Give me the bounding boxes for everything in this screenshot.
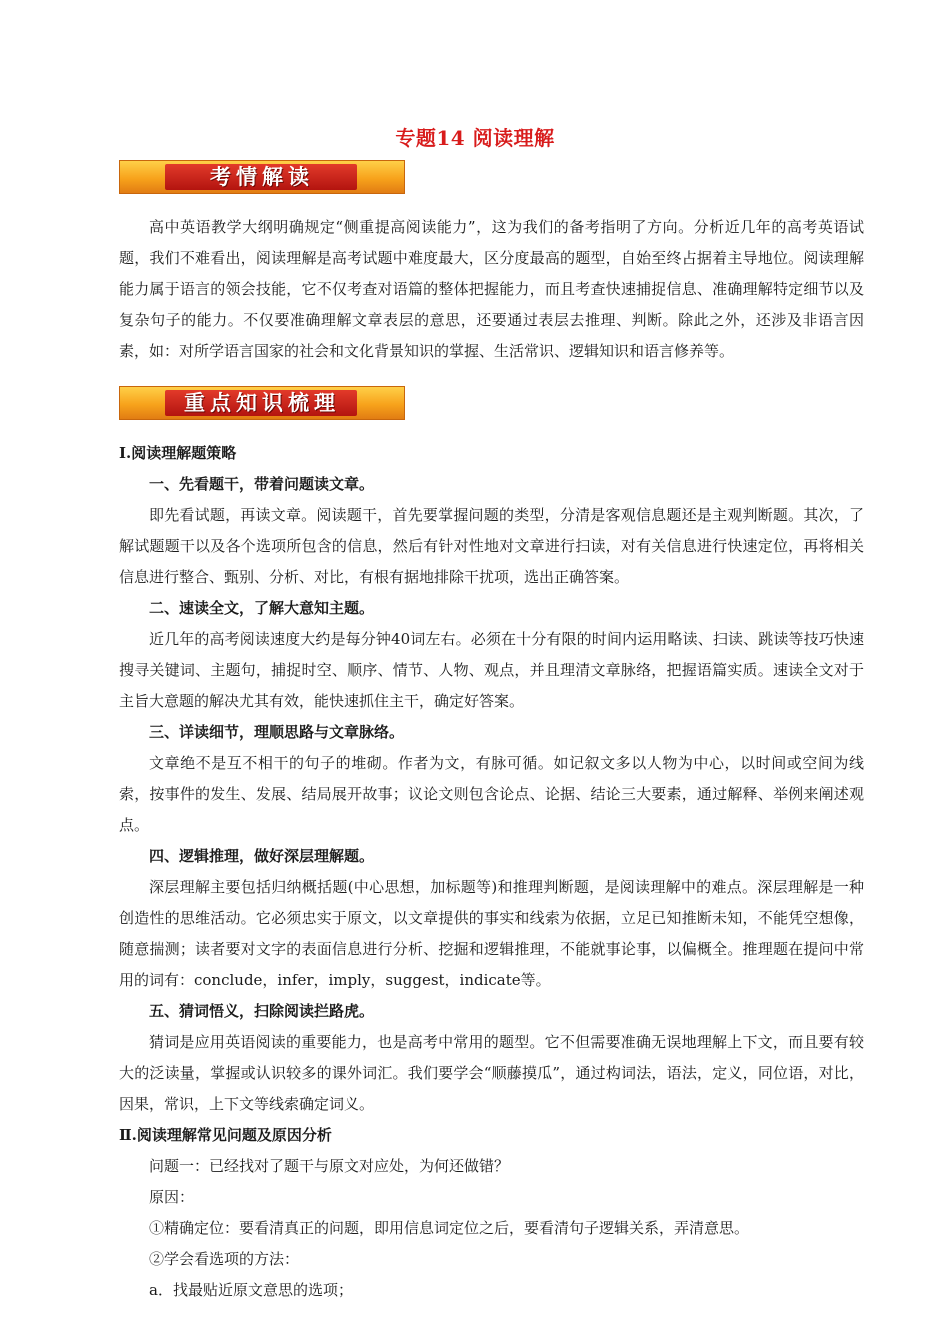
section-heading: Ⅰ.阅读理解题策略	[119, 444, 237, 462]
reason-item: ②学会看选项的方法：	[149, 1250, 300, 1268]
section-banner-key-knowledge	[119, 386, 405, 420]
section-heading: Ⅱ.阅读理解常见问题及原因分析	[119, 1126, 332, 1144]
banner-label: 重点知识梳理	[184, 391, 340, 415]
reason-item: ①精确定位：要看清真正的问题，即用信息词定位之后，要看清句子逻辑关系，弄清意思。	[149, 1219, 750, 1237]
section-banner-exam-analysis	[119, 160, 405, 194]
strategy-body: 即先看试题，再读文章。阅读题干，首先要掌握问题的类型，分清是客观信息题还是主观判断题。其次，了解试题题干以及各个选项所包含的信息，然后有针对性地对文章进行扫读，对有关信息进行快速定位，再将相关信息进行整合、甄别、分析、对比，有根有据地排除干扰项，选出正确答案。	[119, 506, 864, 586]
reason-subitem: a．找最贴近原文意思的选项；	[149, 1281, 353, 1299]
strategy-heading: 二、速读全文，了解大意知主题。	[149, 599, 375, 617]
banner-label: 考情解读	[210, 165, 314, 189]
strategy-body: 文章绝不是互不相干的句子的堆砌。作者为文，有脉可循。如记叙文多以人物为中心，以时间或空间为线索，按事件的发生、发展、结局展开故事；议论文则包含论点、论据、结论三大要素，通过解释、举例来阐述观点。	[119, 754, 864, 834]
strategy-body: 近几年的高考阅读速度大约是每分钟40词左右。必须在十分有限的时间内运用略读、扫读、跳读等技巧快速搜寻关键词、主题句，捕捉时空、顺序、情节、人物、观点，并且理清文章脉络，把握语篇实质。速读全文对于主旨大意题的解决尤其有效，能快速抓住主干，确定好答案。	[119, 630, 864, 710]
intro-paragraph: 高中英语教学大纲明确规定“侧重提高阅读能力”，这为我们的备考指明了方向。分析近几年的高考英语试题，我们不难看出，阅读理解是高考试题中难度最大，区分度最高的题型，自始至终占据着主导地位。阅读理解能力属于语言的领会技能，它不仅考查对语篇的整体把握能力，而且考查快速捕捉信息、准确理解特定细节以及复杂句子的能力。不仅要准确理解文章表层的意思，还要通过表层去推理、判断。除此之外，还涉及非语言因素，如：对所学语言国家的社会和文化背景知识的掌握、生活常识、逻辑知识和语言修养等。	[119, 218, 864, 360]
strategy-body: 深层理解主要包括归纳概括题(中心思想，加标题等)和推理判断题，是阅读理解中的难点。深层理解是一种创造性的思维活动。它必须忠实于原文，以文章提供的事实和线索为依据，立足已知推断未知，不能凭空想像，随意揣测；读者要对文字的表面信息进行分析、挖掘和逻辑推理，不能就事论事，以偏概全。推理题在提问中常用的词有：conclude，infer，imply，suggest，indicate等。	[119, 878, 864, 989]
question-line: 问题一：已经找对了题干与原文对应处，为何还做错？	[149, 1157, 510, 1175]
strategy-heading: 三、详读细节，理顺思路与文章脉络。	[149, 723, 405, 741]
strategy-heading: 一、先看题干，带着问题读文章。	[149, 475, 375, 493]
page-title: 专题14 阅读理解	[395, 126, 555, 150]
strategy-body: 猜词是应用英语阅读的重要能力，也是高考中常用的题型。它不但需要准确无误地理解上下文，而且要有较大的泛读量，掌握或认识较多的课外词汇。我们要学会“顺藤摸瓜”，通过构词法，语法，定义，同位语，对比，因果，常识，上下文等线索确定词义。	[119, 1033, 864, 1113]
strategy-heading: 四、逻辑推理，做好深层理解题。	[149, 847, 375, 865]
main-content	[119, 438, 864, 1306]
reason-label: 原因：	[149, 1188, 195, 1206]
strategy-heading: 五、猜词悟义，扫除阅读拦路虎。	[149, 1002, 375, 1020]
intro-paragraph-block	[119, 212, 864, 367]
